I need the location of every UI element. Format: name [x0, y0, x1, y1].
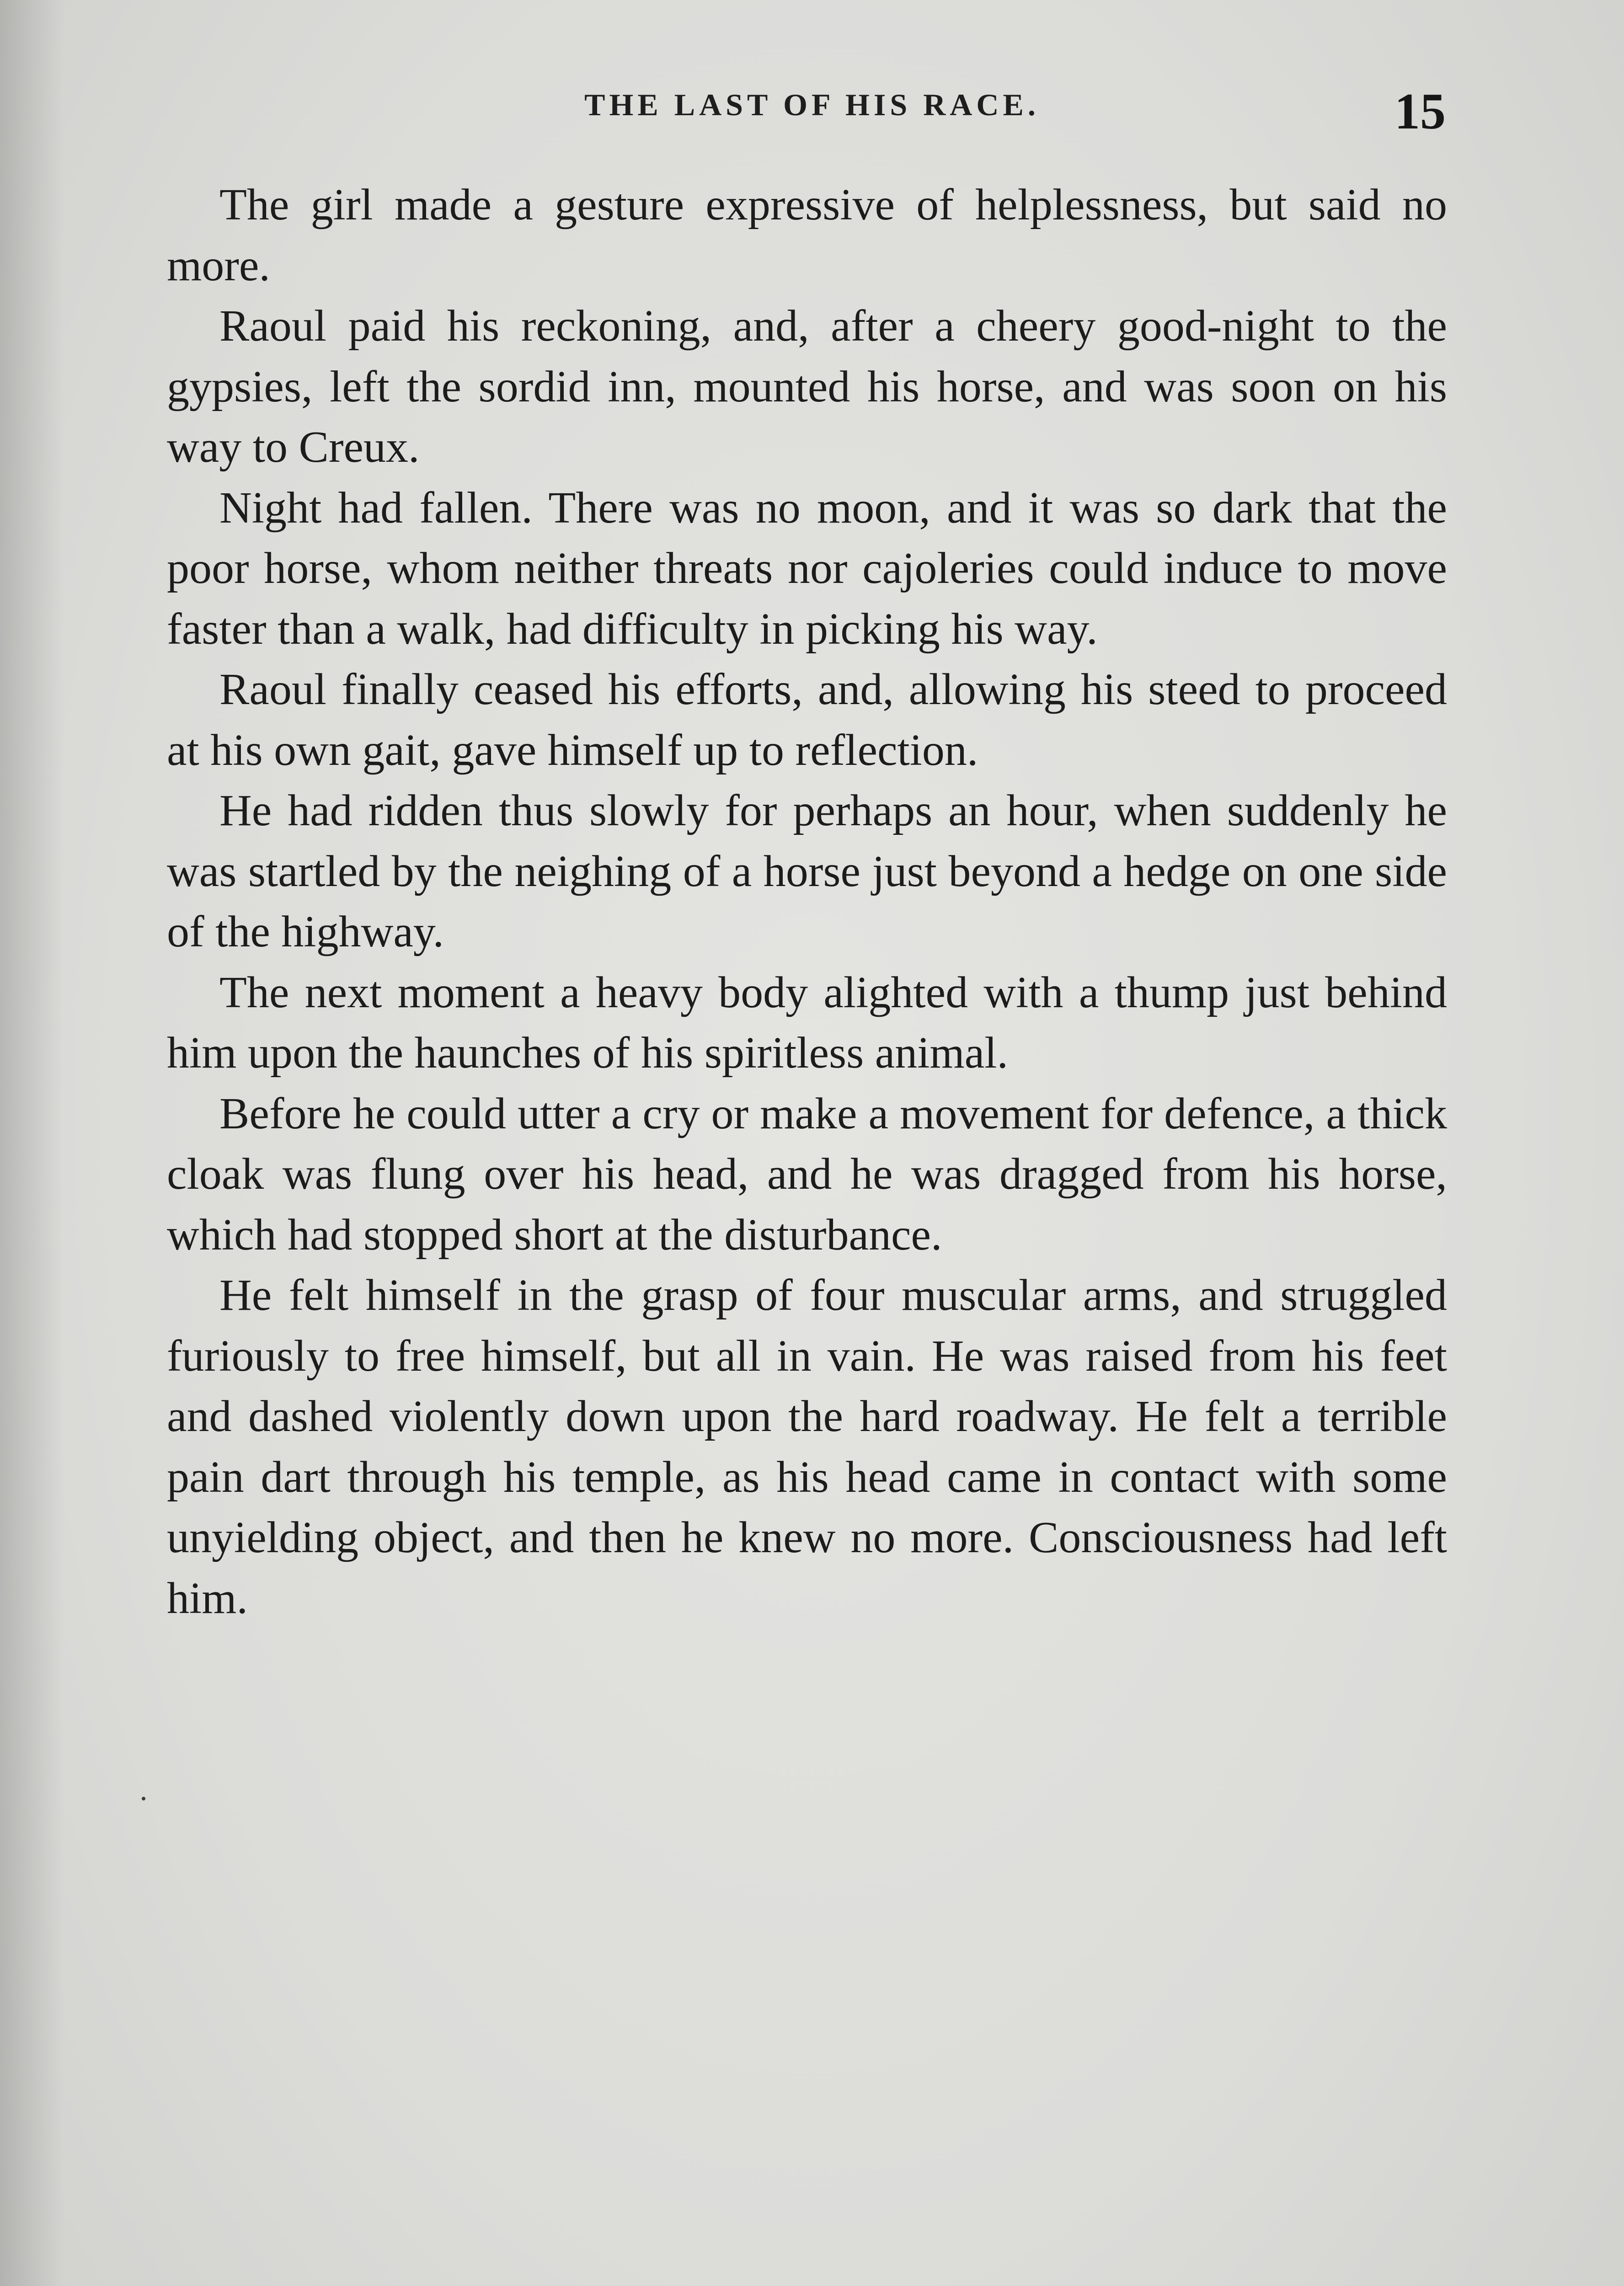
paragraph: Raoul finally ceased his efforts, and, allowing his steed to proceed at his own gait, gave himself up to reflection.	[167, 665, 1447, 775]
paragraph: Night had fallen. There was no moon, and it was so dark that the poor horse, whom neither threats nor cajoleries could induce to move faster than a walk, had difficulty in picking his way.	[167, 483, 1447, 654]
paragraph: Before he could utter a cry or make a movement for defence, a thick cloak was flung over his head, and he was dragged from his horse, which had stopped short at the disturbance.	[167, 1089, 1447, 1260]
running-title: THE LAST OF HIS RACE.	[584, 87, 1040, 122]
paper-speck	[142, 1797, 145, 1800]
paragraph: The next moment a heavy body alighted with a thump just behind him upon the haunches of his spiritless animal.	[167, 967, 1447, 1078]
running-head	[0, 82, 1624, 140]
paragraph: He had ridden thus slowly for perhaps an hour, when suddenly he was startled by the neighing of a horse just beyond a hedge on one side of the highway.	[167, 786, 1447, 956]
paragraph: The girl made a gesture expressive of helplessness, but said no more.	[167, 180, 1447, 290]
page-number: 15	[1394, 83, 1446, 140]
body-text	[167, 175, 1447, 1629]
gutter-shadow	[0, 0, 64, 2286]
paragraph: He felt himself in the grasp of four muscular arms, and struggled furiously to free himself, but all in vain. He was raised from his feet and dashed violently down upon the hard roadway. He felt a terrible pain dart through his temple, as his head came in contact with some unyielding object, and then he knew no more. Consciousness had left him.	[167, 1271, 1447, 1623]
paragraph: Raoul paid his reckoning, and, after a cheery good-night to the gypsies, left the sordid inn, mounted his horse, and was soon on his way to Creux.	[167, 301, 1447, 472]
